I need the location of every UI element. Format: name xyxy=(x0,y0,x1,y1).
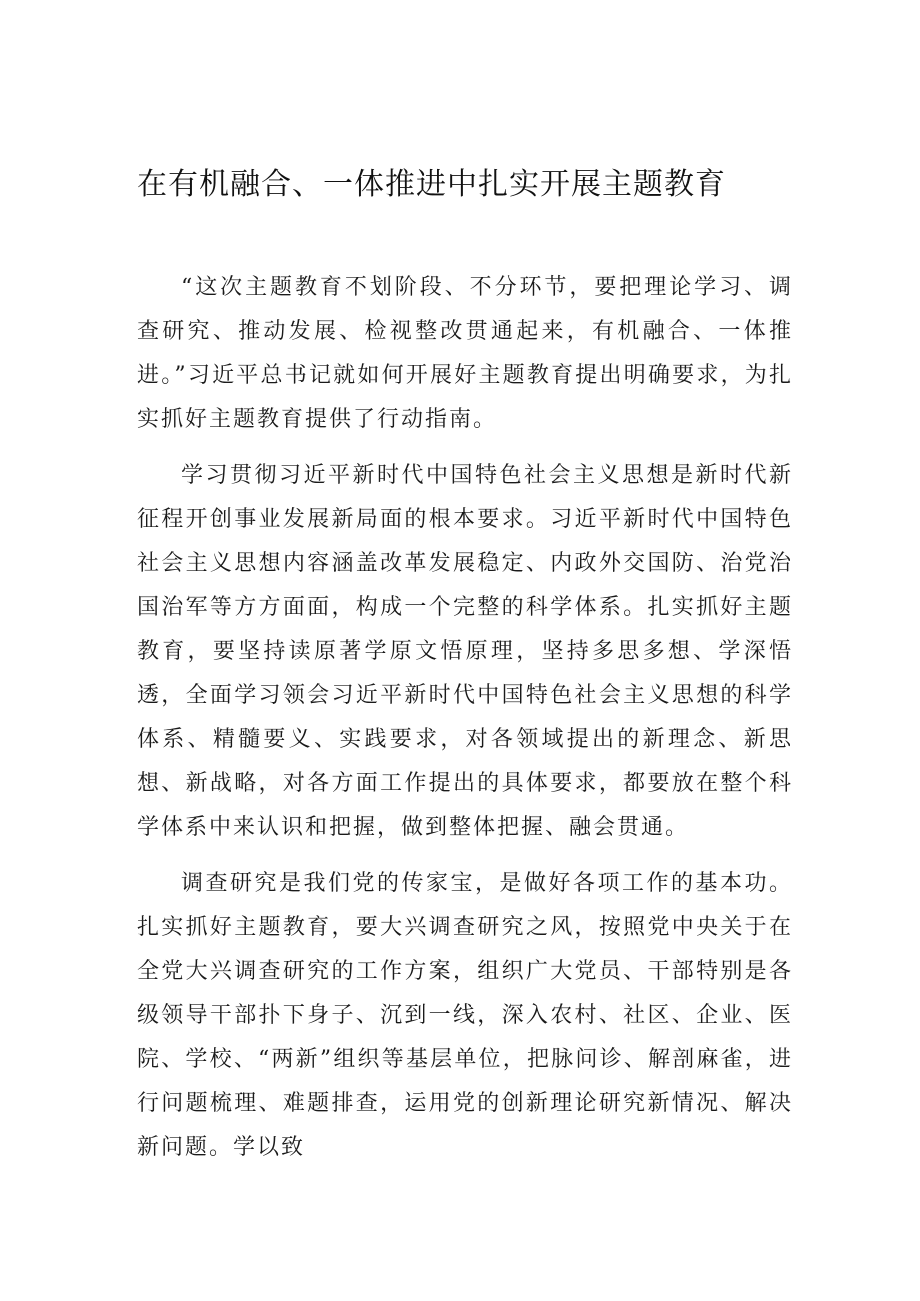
paragraph-1: “这次主题教育不划阶段、不分环节，要把理论学习、调查研究、推动发展、检视整改贯通起来，有机融合、一体推进。”习近平总书记就如何开展好主题教育提出明确要求，为扎实抓好主题教育提供了行动指南。 xyxy=(137,275,793,432)
document-body xyxy=(137,266,793,1182)
document-title: 在有机融合、一体推进中扎实开展主题教育 xyxy=(137,167,726,202)
paragraph-3: 调查研究是我们党的传家宝，是做好各项工作的基本功。扎实抓好主题教育，要大兴调查研究之风，按照党中央关于在全党大兴调查研究的工作方案，组织广大党员、干部特别是各级领导干部扑下身子、沉到一线，深入农村、社区、企业、医院、学校、“两新”组织等基层单位，把脉问诊、解剖麻雀，进行问题梳理、难题排查，运用党的创新理论研究新情况、解决新问题。学以致 xyxy=(137,871,793,1160)
paragraph-2: 学习贯彻习近平新时代中国特色社会主义思想是新时代新征程开创事业发展新局面的根本要求。习近平新时代中国特色社会主义思想内容涵盖改革发展稳定、内政外交国防、治党治国治军等方方面面，构成一个完整的科学体系。扎实抓好主题教育，要坚持读原著学原文悟原理，坚持多思多想、学深悟透，全面学习领会习近平新时代中国特色社会主义思想的科学体系、精髓要义、实践要求，对各领域提出的新理念、新思想、新战略，对各方面工作提出的具体要求，都要放在整个科学体系中来认识和把握，做到整体把握、融会贯通。 xyxy=(137,463,793,840)
